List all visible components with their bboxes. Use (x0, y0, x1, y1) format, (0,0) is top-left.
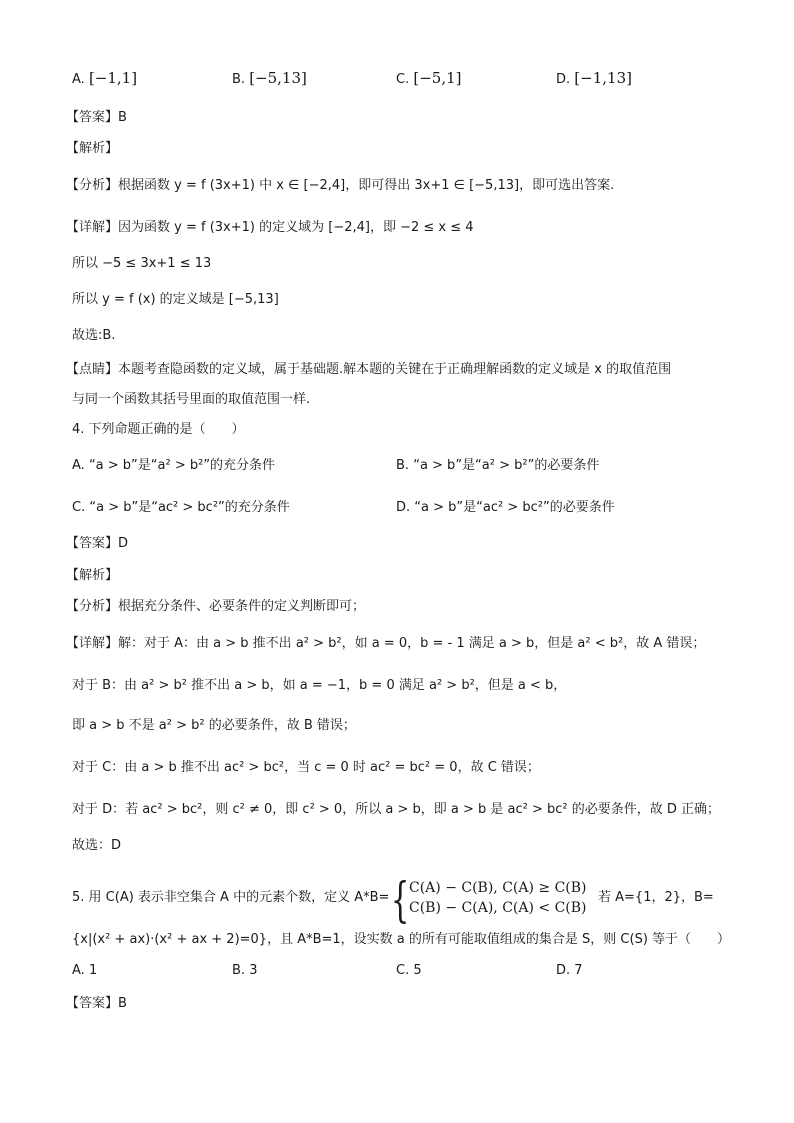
q5-option-d (556, 961, 583, 981)
q5-stem-c: {x|(x² + ax)·(x² + ax + 2)=0}，且 A*B=1，设实数 a 的所有可能取值组成的集合是 S，则 C(S) 等于（ ） (72, 932, 731, 947)
q3-analysis-tag: 【解析】 (66, 141, 119, 156)
option-value: [−1,1] (88, 69, 138, 87)
option-letter: C. (396, 72, 410, 87)
q3-option-c (396, 68, 462, 90)
answer-value: D (118, 536, 129, 551)
xiangjie-tag: 【详解】 (66, 220, 119, 235)
q3-dianjing (66, 360, 671, 380)
option-value: “a > b”是“a² > b²”的必要条件 (413, 458, 600, 473)
xiangjie-text: 解：对于 A：由 a > b 推不出 a² > b²，如 a = 0，b = - 1 满足 a > b，但是 a² < b²，故 A 错误； (118, 636, 706, 651)
q3-choose: 故选:B. (72, 328, 116, 343)
q3-option-a (72, 68, 137, 90)
option-letter: D. (556, 963, 571, 978)
option-value: 1 (88, 963, 98, 978)
piecewise-row-2: C(B) − C(A), C(A) < C(B) (409, 900, 587, 916)
q5-option-a (72, 961, 97, 981)
option-value: 5 (413, 963, 422, 978)
q5-option-c (396, 961, 422, 981)
answer-tag: 【答案】 (66, 110, 119, 125)
q3-step-2: 所以 y = f (x) 的定义域是 [−5,13] (72, 292, 279, 307)
q5-stem-a: 5. 用 C(A) 表示非空集合 A 中的元素个数，定义 A*B= (72, 890, 390, 905)
q3-option-b (232, 68, 307, 90)
q5-option-b (232, 961, 257, 981)
fenxi-text: 根据函数 y = f (3x+1) 中 x ∈ [−2,4]，即可得出 3x+1 ∈ [−5,13]，即可选出答案. (118, 178, 615, 193)
option-letter: D. (396, 500, 411, 515)
dianjing-tag: 【点睛】 (66, 362, 119, 377)
option-letter: B. (232, 963, 246, 978)
fenxi-text: 根据充分条件、必要条件的定义判断即可； (118, 599, 366, 614)
q5-stem-b: 若 A={1，2}，B= (598, 890, 714, 905)
option-letter: B. (232, 72, 246, 87)
fenxi-tag: 【分析】 (66, 599, 119, 614)
q4-case-b-2: 即 a > b 不是 a² > b² 的必要条件，故 B 错误； (72, 718, 356, 733)
q4-answer (66, 534, 128, 554)
piecewise-row-1: C(A) − C(B), C(A) ≥ C(B) (409, 880, 587, 896)
option-letter: B. (396, 458, 410, 473)
q4-option-c (72, 498, 290, 518)
q4-choose: 故选：D (72, 838, 122, 853)
option-value: “a > b”是“a² > b²”的充分条件 (88, 458, 276, 473)
q4-fenxi (66, 597, 365, 617)
fenxi-tag: 【分析】 (66, 178, 119, 193)
q3-xiangjie (66, 218, 474, 238)
option-value: “a > b”是“ac² > bc²”的必要条件 (414, 500, 615, 515)
q4-xiangjie (66, 634, 705, 654)
option-letter: A. (72, 963, 85, 978)
answer-tag: 【答案】 (66, 536, 119, 551)
q5-answer (66, 994, 127, 1014)
xiangjie-tag: 【详解】 (66, 636, 119, 651)
xiangjie-text: 因为函数 y = f (3x+1) 的定义域为 [−2,4]，即 −2 ≤ x ≤ 4 (118, 220, 474, 235)
answer-value: B (118, 996, 127, 1011)
answer-tag: 【答案】 (66, 996, 119, 1011)
q4-stem: 4. 下列命题正确的是（ ） (72, 422, 245, 437)
q3-dianjing-cont: 与同一个函数其括号里面的取值范围一样. (72, 392, 311, 407)
q4-case-b-1: 对于 B：由 a² > b² 推不出 a > b，如 a = −1，b = 0 满足 a² > b²，但是 a < b， (72, 678, 567, 693)
option-letter: C. (396, 963, 410, 978)
option-value: [−5,13] (249, 69, 307, 87)
option-letter: C. (72, 500, 86, 515)
q3-answer (66, 108, 127, 128)
dianjing-text: 本题考查隐函数的定义域，属于基础题.解本题的关键在于正确理解函数的定义域是 x 的取值范围 (118, 362, 672, 377)
option-value: [−5,1] (413, 69, 462, 87)
q3-fenxi (66, 176, 614, 196)
option-letter: A. (72, 72, 85, 87)
q4-option-a (72, 456, 275, 476)
q4-analysis-tag: 【解析】 (66, 568, 119, 583)
q4-case-c: 对于 C：由 a > b 推不出 ac² > bc²，当 c = 0 时 ac² = bc² = 0，故 C 错误； (72, 760, 540, 775)
option-letter: A. (72, 458, 85, 473)
q3-option-d (556, 68, 632, 90)
q3-step-1: 所以 −5 ≤ 3x+1 ≤ 13 (72, 256, 212, 271)
q4-option-b (396, 456, 599, 476)
q4-option-d (396, 498, 615, 518)
option-value: 7 (574, 963, 583, 978)
q4-case-d: 对于 D：若 ac² > bc²，则 c² ≠ 0，即 c² > 0，所以 a > b，即 a > b 是 ac² > bc² 的必要条件，故 D 正确； (72, 802, 720, 817)
option-value: “a > b”是“ac² > bc²”的充分条件 (89, 500, 290, 515)
option-value: [−1,13] (574, 69, 632, 87)
answer-value: B (118, 110, 127, 125)
option-letter: D. (556, 72, 571, 87)
option-value: 3 (249, 963, 258, 978)
left-brace-glyph: { (391, 872, 410, 928)
